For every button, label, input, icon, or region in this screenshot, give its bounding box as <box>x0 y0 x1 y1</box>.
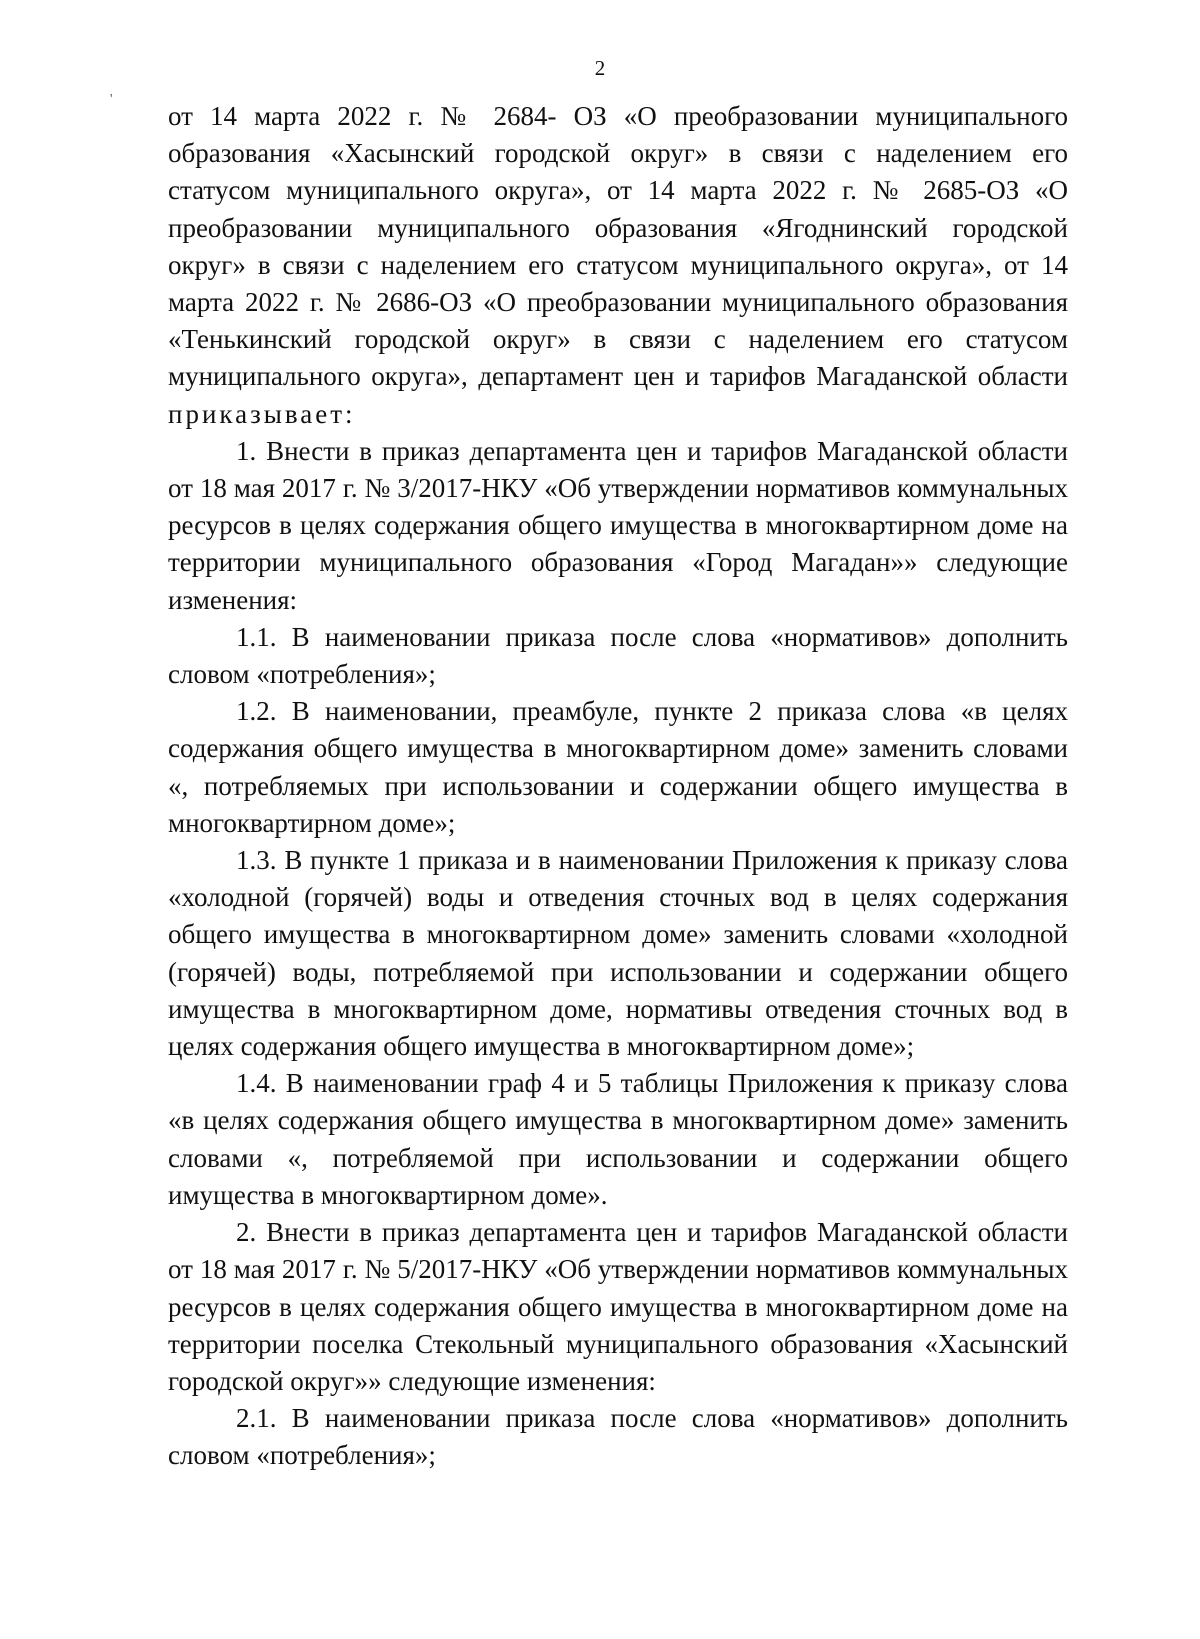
paragraph-1: 1. Внести в приказ департамента цен и тарифов Магаданской области от 18 мая 2017 г. № 3/2017-НКУ «Об утверждении нормативов коммунальных ресурсов в целях содержания общего имущества в многоквартирном доме на территории муниципального образования «Город Магадан»» следующие изменения: <box>168 435 1068 615</box>
preamble-text: от 14 марта 2022 г. № 2684- ОЗ «О преобразовании муниципального образования «Хасынский городской округ» в связи с наделением его статусом муниципального округа», от 14 марта 2022 г. № 2685-ОЗ «О преобразовании муниципального образования «Ягоднинский городской округ» в связи с наделением его статусом муниципального округа», от 14 марта 2022 г. № 2686-ОЗ «О преобразовании муниципального образования «Тенькинский городской округ» в связи с наделением его статусом муниципального округа», департамент цен и тарифов Магаданской области <box>168 101 1068 392</box>
paragraph-1-3: 1.3. В пункте 1 приказа и в наименовании Приложения к приказу слова «холодной (горячей) воды и отведения сточных вод в целях содержания общего имущества в многоквартирном доме» заменить словами «холодной (горячей) воды, потребляемой при использовании и содержании общего имущества в многоквартирном доме, нормативы отведения сточных вод в целях содержания общего имущества в многоквартирном доме»; <box>168 845 1068 1062</box>
scan-mark: ' <box>110 92 113 107</box>
paragraph-2: 2. Внести в приказ департамента цен и тарифов Магаданской области от 18 мая 2017 г. № 5/2017-НКУ «Об утверждении нормативов коммунальных ресурсов в целях содержания общего имущества в многоквартирном доме на территории поселка Стекольный муниципального образования «Хасынский городской округ»» следующие изменения: <box>168 1217 1068 1396</box>
paragraph-1-2: 1.2. В наименовании, преамбуле, пункте 2 приказа слова «в целях содержания общего имущества в многоквартирном доме» заменить словами «, потребляемых при использовании и содержании общего имущества в многоквартирном доме»; <box>168 696 1068 838</box>
preamble-paragraph <box>168 98 1068 433</box>
document-body <box>168 98 1068 1475</box>
paragraph-1-1: 1.1. В наименовании приказа после слова «нормативов» дополнить словом «потребления»; <box>168 621 1068 690</box>
preamble-verb: приказывает: <box>168 398 356 429</box>
paragraph-2-1: 2.1. В наименовании приказа после слова «нормативов» дополнить словом «потребления»; <box>168 1403 1068 1471</box>
page-number: 2 <box>594 56 606 80</box>
paragraph-1-4: 1.4. В наименовании граф 4 и 5 таблицы Приложения к приказу слова «в целях содержания общего имущества в многоквартирном доме» заменить словами «, потребляемой при использовании и содержании общего имущества в многоквартирном доме». <box>168 1068 1068 1210</box>
